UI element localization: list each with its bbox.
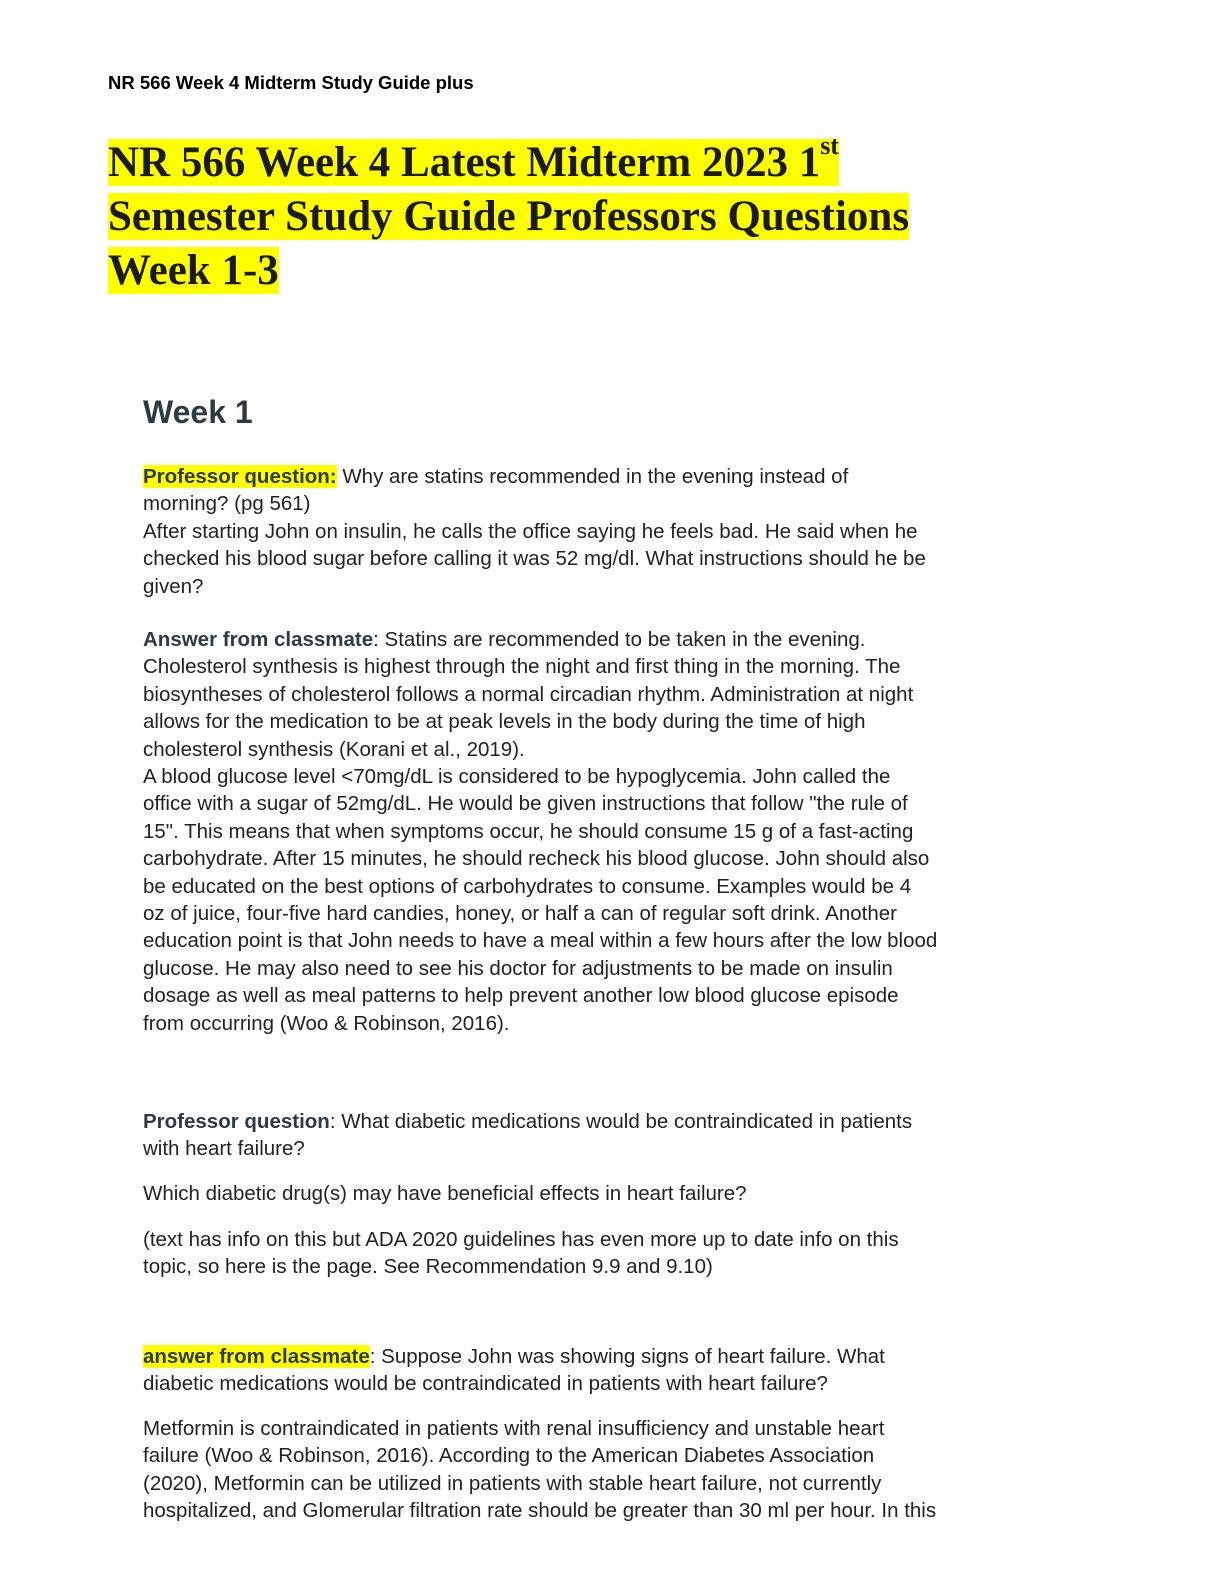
professor-question-label: Professor question:: [143, 465, 337, 488]
professor-question-1: Professor question: Why are statins recommended in the evening instead of morning? (pg 561) After starting John on insulin, he calls the office saying he feels bad. He said when he checked his blood sugar before calling it was 52 mg/dl. What instructions should he be given?: [143, 465, 926, 598]
classmate-answer-label: Answer from classmate: [143, 628, 374, 651]
title-line-3: Week 1-3: [108, 247, 279, 294]
professor-question-2-note: (text has info on this but ADA 2020 guidelines has even more up to date info on this topic, so here is the page. See Recommendation 9.9 and 9.10): [143, 1228, 899, 1279]
week-1-heading: Week 1: [143, 394, 253, 430]
professor-question-2-followup: Which diabetic drug(s) may have beneficial effects in heart failure?: [143, 1182, 747, 1205]
document-title: [108, 131, 1068, 298]
page-header: NR 566 Week 4 Midterm Study Guide plus: [108, 72, 474, 93]
professor-question-label: Professor question: [143, 1110, 330, 1133]
classmate-answer-label: answer from classmate: [143, 1345, 370, 1368]
title-line-1: NR 566 Week 4 Latest Midterm 2023 1st: [108, 131, 839, 186]
title-superscript: st: [820, 131, 839, 160]
classmate-answer-2: answer from classmate: Suppose John was showing signs of heart failure. What diabetic medications would be contraindicated in patients with heart failure?: [143, 1345, 885, 1396]
classmate-answer-1: Answer from classmate: Statins are recommended to be taken in the evening. Cholesterol synthesis is highest through the night and first thing in the morning. The biosyntheses of cholesterol follows a normal circadian rhythm. Administration at night allows for the medication to be at peak levels in the body during the time of high cholesterol synthesis (Korani et al., 2019). A blood glucose level <70mg/dL is considered to be hypoglycemia. John called the office with a sugar of 52mg/dL. He would be given instructions that follow "the rule of 15". This means that when symptoms occur, he should consume 15 g of a fast-acting carbohydrate. After 15 minutes, he should recheck his blood glucose. John should also be educated on the best options of carbohydrates to consume. Examples would be 4 oz of juice, four-five hard candies, honey, or half a can of regular soft drink. Another education point is that John needs to have a meal within a few hours after the low blood glucose. He may also need to see his doctor for adjustments to be made on insulin dosage as well as meal patterns to help prevent another low blood glucose episode from occurring (Woo & Robinson, 2016).: [143, 628, 938, 1035]
professor-question-2: Professor question: What diabetic medications would be contraindicated in patients with heart failure?: [143, 1110, 913, 1161]
title-line-2: Semester Study Guide Professors Questions: [108, 193, 910, 240]
classmate-answer-2-body: Metformin is contraindicated in patients with renal insufficiency and unstable heart failure (Woo & Robinson, 2016). According to the American Diabetes Association (2020), Metformin can be utilized in patients with stable heart failure, not currently hospitalized, and Glomerular filtration rate should be greater than 30 ml per hour. In this: [143, 1417, 937, 1523]
